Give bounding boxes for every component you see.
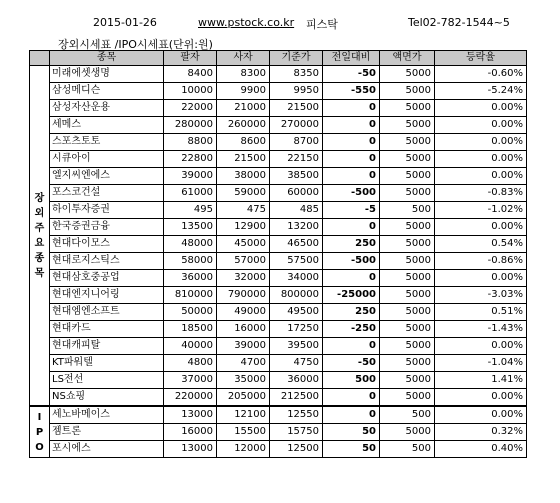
sell-price: 16000 xyxy=(164,424,217,441)
stock-name: 포스코건설 xyxy=(50,185,164,202)
par-value: 5000 xyxy=(380,389,435,407)
change-rate: 0.00% xyxy=(435,151,527,168)
price-table xyxy=(29,50,527,458)
stock-name: 세노바메이스 xyxy=(50,406,164,424)
table-row xyxy=(30,441,527,458)
table-row xyxy=(30,304,527,321)
stock-name: 현대엠엔소프트 xyxy=(50,304,164,321)
stock-name: 한국증권금융 xyxy=(50,219,164,236)
column-header: 팔자 xyxy=(164,51,217,66)
buy-price: 12100 xyxy=(217,406,270,424)
stock-name: 시큐아이 xyxy=(50,151,164,168)
buy-price: 57000 xyxy=(217,253,270,270)
table-row xyxy=(30,424,527,441)
change-rate: 0.00% xyxy=(435,338,527,355)
change-value: -5 xyxy=(323,202,380,219)
base-price: 485 xyxy=(270,202,323,219)
change-value: -550 xyxy=(323,83,380,100)
change-value: -250 xyxy=(323,321,380,338)
sell-price: 13000 xyxy=(164,441,217,458)
sell-price: 4800 xyxy=(164,355,217,372)
sell-price: 18500 xyxy=(164,321,217,338)
par-value: 5000 xyxy=(380,100,435,117)
table-row xyxy=(30,117,527,134)
sell-price: 280000 xyxy=(164,117,217,134)
base-price: 13200 xyxy=(270,219,323,236)
change-rate: -1.04% xyxy=(435,355,527,372)
sell-price: 13500 xyxy=(164,219,217,236)
par-value: 5000 xyxy=(380,236,435,253)
change-rate: 0.54% xyxy=(435,236,527,253)
change-rate: -5.24% xyxy=(435,83,527,100)
sell-price: 22800 xyxy=(164,151,217,168)
buy-price: 35000 xyxy=(217,372,270,389)
buy-price: 4700 xyxy=(217,355,270,372)
par-value: 5000 xyxy=(380,83,435,100)
table-row xyxy=(30,355,527,372)
change-value: 0 xyxy=(323,168,380,185)
par-value: 5000 xyxy=(380,66,435,83)
sell-price: 8800 xyxy=(164,134,217,151)
table-row xyxy=(30,168,527,185)
sell-price: 36000 xyxy=(164,270,217,287)
par-value: 5000 xyxy=(380,134,435,151)
table-row xyxy=(30,406,527,424)
change-rate: 0.00% xyxy=(435,219,527,236)
base-price: 21500 xyxy=(270,100,323,117)
sell-price: 13000 xyxy=(164,406,217,424)
base-price: 46500 xyxy=(270,236,323,253)
change-rate: 0.00% xyxy=(435,406,527,424)
change-value: 0 xyxy=(323,406,380,424)
par-value: 5000 xyxy=(380,424,435,441)
buy-price: 49000 xyxy=(217,304,270,321)
header-blank xyxy=(30,51,50,66)
change-rate: -3.03% xyxy=(435,287,527,304)
table-row xyxy=(30,185,527,202)
buy-price: 9900 xyxy=(217,83,270,100)
par-value: 500 xyxy=(380,202,435,219)
change-rate: 0.00% xyxy=(435,134,527,151)
stock-name: 현대캐피탈 xyxy=(50,338,164,355)
stock-name: 현대엔지니어링 xyxy=(50,287,164,304)
base-price: 270000 xyxy=(270,117,323,134)
sell-price: 48000 xyxy=(164,236,217,253)
change-value: 0 xyxy=(323,338,380,355)
buy-price: 38000 xyxy=(217,168,270,185)
base-price: 22150 xyxy=(270,151,323,168)
table-row xyxy=(30,270,527,287)
change-rate: 0.00% xyxy=(435,100,527,117)
section-label: 장 외 주 요 종 목 xyxy=(30,66,50,407)
table-row xyxy=(30,202,527,219)
column-header: 등락율 xyxy=(435,51,527,66)
table-row xyxy=(30,66,527,83)
par-value: 5000 xyxy=(380,117,435,134)
buy-price: 790000 xyxy=(217,287,270,304)
column-header: 종목 xyxy=(50,51,164,66)
par-value: 500 xyxy=(380,441,435,458)
buy-price: 8300 xyxy=(217,66,270,83)
base-price: 60000 xyxy=(270,185,323,202)
sell-price: 8400 xyxy=(164,66,217,83)
stock-name: 젬트론 xyxy=(50,424,164,441)
table-row xyxy=(30,151,527,168)
change-value: -500 xyxy=(323,185,380,202)
column-header: 기준가 xyxy=(270,51,323,66)
buy-price: 45000 xyxy=(217,236,270,253)
change-value: 50 xyxy=(323,441,380,458)
sell-price: 220000 xyxy=(164,389,217,407)
table-row xyxy=(30,134,527,151)
change-rate: 0.00% xyxy=(435,117,527,134)
sell-price: 39000 xyxy=(164,168,217,185)
stock-name: 현대다이모스 xyxy=(50,236,164,253)
table-row xyxy=(30,219,527,236)
base-price: 49500 xyxy=(270,304,323,321)
buy-price: 21500 xyxy=(217,151,270,168)
table-subtitle: 장외시세표 /IPO시세표(단위:원) xyxy=(58,38,213,51)
par-value: 5000 xyxy=(380,304,435,321)
buy-price: 59000 xyxy=(217,185,270,202)
par-value: 5000 xyxy=(380,185,435,202)
table-row xyxy=(30,338,527,355)
base-price: 38500 xyxy=(270,168,323,185)
column-header: 액면가 xyxy=(380,51,435,66)
change-rate: -0.86% xyxy=(435,253,527,270)
table-body xyxy=(30,66,527,458)
sell-price: 22000 xyxy=(164,100,217,117)
stock-name: 포시에스 xyxy=(50,441,164,458)
stock-name: 삼성자산운용 xyxy=(50,100,164,117)
par-value: 5000 xyxy=(380,355,435,372)
change-value: 250 xyxy=(323,236,380,253)
table-row xyxy=(30,83,527,100)
change-rate: 1.41% xyxy=(435,372,527,389)
change-rate: -0.83% xyxy=(435,185,527,202)
change-value: -25000 xyxy=(323,287,380,304)
base-price: 800000 xyxy=(270,287,323,304)
change-rate: -1.02% xyxy=(435,202,527,219)
change-rate: 0.32% xyxy=(435,424,527,441)
par-value: 5000 xyxy=(380,338,435,355)
change-value: 0 xyxy=(323,389,380,407)
column-header: 사자 xyxy=(217,51,270,66)
change-value: -50 xyxy=(323,66,380,83)
change-value: 0 xyxy=(323,151,380,168)
base-price: 12550 xyxy=(270,406,323,424)
table-row xyxy=(30,253,527,270)
change-rate: 0.40% xyxy=(435,441,527,458)
stock-name: LS전선 xyxy=(50,372,164,389)
par-value: 5000 xyxy=(380,321,435,338)
par-value: 500 xyxy=(380,406,435,424)
stock-name: 엘지씨엔에스 xyxy=(50,168,164,185)
buy-price: 32000 xyxy=(217,270,270,287)
change-value: 0 xyxy=(323,117,380,134)
base-price: 9950 xyxy=(270,83,323,100)
par-value: 5000 xyxy=(380,287,435,304)
table-row xyxy=(30,287,527,304)
base-price: 15750 xyxy=(270,424,323,441)
buy-price: 16000 xyxy=(217,321,270,338)
change-rate: 0.00% xyxy=(435,389,527,407)
buy-price: 12000 xyxy=(217,441,270,458)
base-price: 12500 xyxy=(270,441,323,458)
change-rate: -0.60% xyxy=(435,66,527,83)
base-price: 39500 xyxy=(270,338,323,355)
report-date: 2015-01-26 xyxy=(93,16,157,29)
change-rate: 0.00% xyxy=(435,270,527,287)
sell-price: 61000 xyxy=(164,185,217,202)
sell-price: 58000 xyxy=(164,253,217,270)
change-value: 250 xyxy=(323,304,380,321)
buy-price: 21000 xyxy=(217,100,270,117)
sell-price: 495 xyxy=(164,202,217,219)
website-link[interactable]: www.pstock.co.kr xyxy=(198,16,295,29)
table-row xyxy=(30,321,527,338)
change-value: 0 xyxy=(323,100,380,117)
par-value: 5000 xyxy=(380,151,435,168)
buy-price: 8600 xyxy=(217,134,270,151)
stock-name: 하이투자증권 xyxy=(50,202,164,219)
sell-price: 810000 xyxy=(164,287,217,304)
change-rate: 0.51% xyxy=(435,304,527,321)
base-price: 4750 xyxy=(270,355,323,372)
sell-price: 50000 xyxy=(164,304,217,321)
buy-price: 12900 xyxy=(217,219,270,236)
base-price: 36000 xyxy=(270,372,323,389)
buy-price: 475 xyxy=(217,202,270,219)
stock-name: 스포츠토토 xyxy=(50,134,164,151)
change-value: -50 xyxy=(323,355,380,372)
buy-price: 39000 xyxy=(217,338,270,355)
table-row xyxy=(30,389,527,407)
change-rate: -1.43% xyxy=(435,321,527,338)
par-value: 5000 xyxy=(380,270,435,287)
table-row xyxy=(30,372,527,389)
change-value: 50 xyxy=(323,424,380,441)
table-row xyxy=(30,236,527,253)
stock-name: 현대삼호중공업 xyxy=(50,270,164,287)
change-value: 500 xyxy=(323,372,380,389)
base-price: 34000 xyxy=(270,270,323,287)
par-value: 5000 xyxy=(380,168,435,185)
par-value: 5000 xyxy=(380,372,435,389)
base-price: 8700 xyxy=(270,134,323,151)
stock-name: 미래에셋생명 xyxy=(50,66,164,83)
base-price: 57500 xyxy=(270,253,323,270)
base-price: 8350 xyxy=(270,66,323,83)
sell-price: 37000 xyxy=(164,372,217,389)
base-price: 17250 xyxy=(270,321,323,338)
header-bar xyxy=(0,16,560,32)
change-value: 0 xyxy=(323,219,380,236)
buy-price: 205000 xyxy=(217,389,270,407)
change-value: 0 xyxy=(323,270,380,287)
stock-name: 현대로지스틱스 xyxy=(50,253,164,270)
base-price: 212500 xyxy=(270,389,323,407)
stock-name: NS쇼핑 xyxy=(50,389,164,407)
change-value: -500 xyxy=(323,253,380,270)
table-row xyxy=(30,100,527,117)
change-rate: 0.00% xyxy=(435,168,527,185)
table-header-row xyxy=(30,51,527,66)
stock-name: 세메스 xyxy=(50,117,164,134)
sell-price: 10000 xyxy=(164,83,217,100)
section-label: I P O xyxy=(30,406,50,458)
stock-name: 삼성메디슨 xyxy=(50,83,164,100)
stock-name: KT파워텔 xyxy=(50,355,164,372)
par-value: 5000 xyxy=(380,219,435,236)
change-value: 0 xyxy=(323,134,380,151)
stock-name: 현대카드 xyxy=(50,321,164,338)
phone-number: Tel02-782-1544~5 xyxy=(408,16,510,29)
buy-price: 260000 xyxy=(217,117,270,134)
par-value: 5000 xyxy=(380,253,435,270)
sell-price: 40000 xyxy=(164,338,217,355)
column-header: 전일대비 xyxy=(323,51,380,66)
company-name: 피스탁 xyxy=(306,18,338,31)
buy-price: 15500 xyxy=(217,424,270,441)
